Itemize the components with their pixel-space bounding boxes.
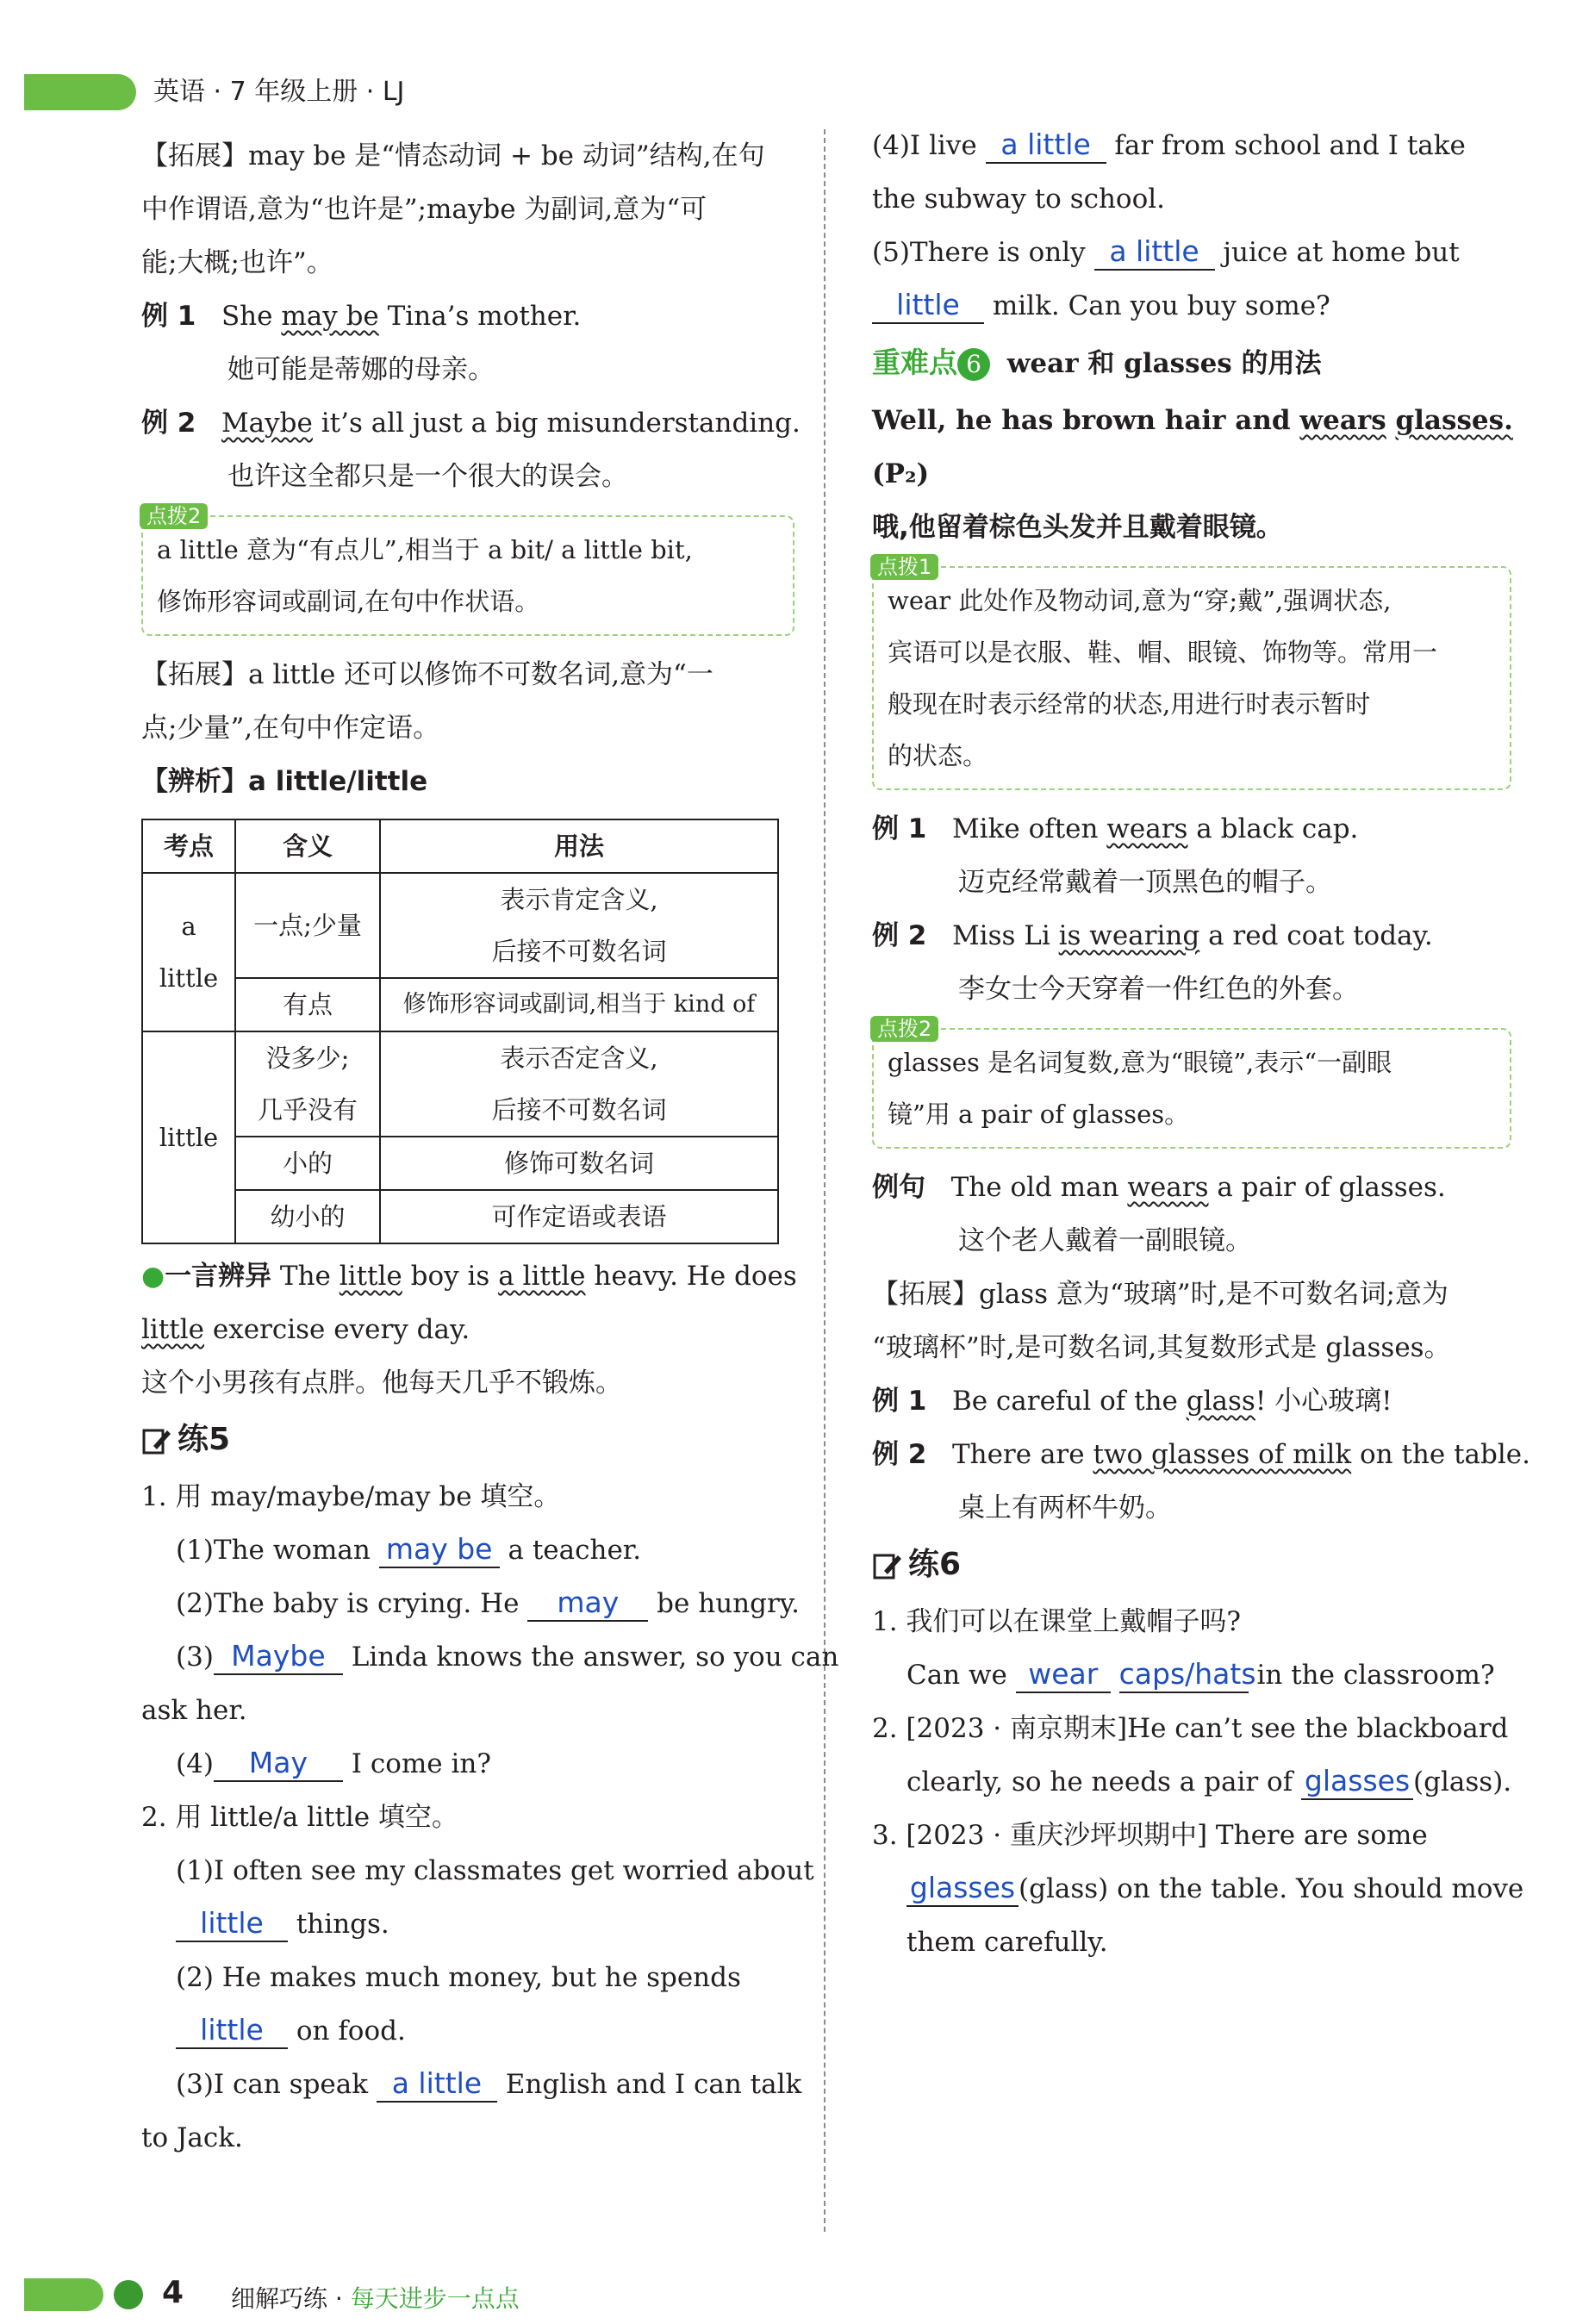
cell-line: 表示肯定含义,	[500, 885, 658, 914]
table-cell	[235, 1031, 380, 1137]
table-cell: 可作定语或表语	[380, 1190, 778, 1243]
keyword: is wearing	[1058, 920, 1200, 951]
footer-dot	[114, 2280, 143, 2309]
example-sentence-zh: 这个老人戴着一副眼镜。	[958, 1225, 1252, 1256]
tip-tag: 点拨2	[870, 1016, 938, 1042]
answer-blank: little	[872, 288, 984, 324]
example-label: 例 1	[872, 813, 927, 844]
header-subject: 英语 · 7 年级上册 · LJ	[153, 77, 405, 107]
answer-blank: may	[527, 1586, 648, 1622]
key-point-title: wear 和 glasses 的用法	[1006, 348, 1322, 379]
text: exercise every day.	[204, 1314, 470, 1345]
question-2-3	[141, 2058, 802, 2111]
example-1-zh: 她可能是蒂娜的母亲。	[227, 354, 495, 385]
table-header: 含义	[235, 819, 380, 873]
question-2-5	[872, 226, 1511, 279]
keyword: wears	[1299, 405, 1386, 436]
example-w1	[872, 802, 1511, 856]
table-cell: 小的	[235, 1137, 380, 1190]
question-1-4	[141, 1737, 794, 1791]
practice-6-q2-cont	[872, 1755, 1511, 1809]
answer-blank: caps/hats	[1119, 1657, 1249, 1693]
answer-blank: a little	[377, 2066, 497, 2103]
text: (glass) on the table. You should move	[1019, 1873, 1524, 1904]
text: Miss Li	[951, 920, 1059, 951]
tip-tag: 点拨2	[140, 503, 208, 529]
table-cell: 幼小的	[235, 1190, 380, 1243]
cell-line: 表示否定含义,	[500, 1044, 658, 1073]
tip-line: 修饰形容词或副词,在句中作状语。	[157, 587, 540, 616]
text: (3)I can speak	[176, 2069, 377, 2100]
header-bar	[24, 74, 136, 110]
table-cell	[380, 873, 778, 978]
tip-line: a little 意为“有点儿”,相当于 a bit/ a little bit,	[157, 535, 693, 564]
tip-box-1	[872, 555, 1511, 790]
yiyan-line1	[141, 1249, 797, 1303]
practice-6-q3-end: them carefully.	[906, 1927, 1108, 1958]
text: Mike often	[951, 813, 1107, 844]
ext2-line2: 点;少量”,在句中作定语。	[141, 713, 440, 744]
keyword: a little	[498, 1261, 586, 1292]
example-label: 例 1	[141, 301, 196, 332]
text: juice at home but	[1214, 237, 1460, 268]
practice-6-q3: 3. [2023 · 重庆沙坪坝期中] There are some	[872, 1820, 1428, 1851]
text: be hungry.	[648, 1588, 801, 1619]
example-sentence	[872, 1161, 1511, 1214]
practice-5-title	[141, 1410, 794, 1470]
yiyan-line2	[141, 1303, 794, 1356]
right-column	[872, 119, 1530, 1969]
ext1-line3: 能;大概;也许”。	[141, 247, 333, 278]
question-2-2: (2) He makes much money, but he spends	[176, 1962, 741, 1993]
text: a teacher.	[499, 1535, 642, 1566]
answer-blank: a little	[1094, 234, 1215, 271]
example-w2	[872, 909, 1511, 963]
keyword: may be	[281, 301, 379, 332]
key-sentence	[872, 394, 1511, 447]
tip-line: glasses 是名词复数,意为“眼镜”,表示“一副眼	[888, 1048, 1392, 1077]
text: I come in?	[342, 1748, 491, 1779]
left-column	[141, 129, 839, 2165]
tip-line: 的状态。	[888, 741, 988, 770]
cell-line: 几乎没有	[257, 1095, 358, 1125]
table-header: 考点	[142, 819, 235, 873]
example-2-zh: 也许这全都只是一个很大的误会。	[227, 461, 628, 492]
answer-blank: glasses	[1301, 1764, 1413, 1800]
text: (3)	[176, 1642, 214, 1673]
answer-blank: little	[176, 2013, 288, 2049]
tip-box-2-right	[872, 1017, 1511, 1149]
tip-tag: 点拨1	[870, 554, 938, 580]
keyword: two glasses of milk	[1093, 1439, 1352, 1470]
answer-blank: wear	[1016, 1657, 1111, 1693]
practice-6-q2: 2. [2023 · 南京期末]He can’t see the blackboard	[872, 1713, 1509, 1744]
key-point-label: 重难点	[872, 346, 957, 379]
question-2: 2. 用 little/a little 填空。	[141, 1802, 458, 1833]
question-1-3-cont: ask her.	[141, 1695, 247, 1726]
tip-line: 宾语可以是衣服、鞋、帽、眼镜、饰物等。常用一	[888, 638, 1438, 667]
ext2-line1: 【拓展】a little 还可以修饰不可数名词,意为“一	[141, 659, 713, 690]
yiyan-label: 一言辨异	[165, 1261, 272, 1292]
keyword: wears	[1106, 813, 1188, 844]
question-2-4-cont: the subway to school.	[872, 184, 1166, 215]
text: milk. Can you buy some?	[984, 290, 1330, 321]
analysis-title: 【辨析】a little/little	[141, 766, 428, 797]
answer-blank: a little	[986, 128, 1106, 164]
keyword: glasses.	[1395, 405, 1513, 436]
question-1-3	[141, 1630, 839, 1684]
text: She	[221, 301, 282, 332]
text: (4)I live	[872, 130, 986, 161]
text: There are	[951, 1439, 1093, 1470]
text: a red coat today.	[1199, 920, 1433, 951]
keyword: Maybe	[221, 408, 313, 439]
table-cell: 有点	[235, 978, 380, 1031]
ext1-line1: 【拓展】may be 是“情态动词 + be 动词”结构,在句	[141, 140, 765, 171]
text: (1)The woman	[176, 1535, 379, 1566]
tip-line: 般现在时表示经常的状态,用进行时表示暂时	[888, 689, 1371, 719]
text: (5)There is only	[872, 237, 1094, 268]
answer-blank: May	[214, 1746, 343, 1782]
bulb-icon: ●	[141, 1261, 165, 1292]
practice-label: 练5	[178, 1422, 231, 1457]
example-label: 例 2	[872, 1439, 927, 1470]
practice-label: 练6	[908, 1547, 962, 1582]
practice-6-q1: 1. 我们可以在课堂上戴帽子吗?	[872, 1606, 1242, 1637]
text: English and I can talk	[496, 2069, 802, 2100]
key-point-heading	[872, 333, 1511, 394]
tip-line: wear 此处作及物动词,意为“穿;戴”,强调状态,	[888, 586, 1392, 615]
text: it’s all just a big misunderstanding.	[312, 408, 801, 439]
text: Linda knows the answer, so you can	[342, 1642, 839, 1673]
table-cell: 修饰形容词或副词,相当于 kind of	[380, 978, 778, 1031]
text: Can we	[906, 1660, 1016, 1691]
ext1-line2: 中作谓语,意为“也许是”;maybe 为副词,意为“可	[141, 194, 707, 225]
practice-6-q1-answer	[872, 1648, 1511, 1702]
table-cell: 修饰可数名词	[380, 1137, 778, 1190]
example-g2	[872, 1428, 1530, 1481]
table-cell: a little	[142, 873, 235, 1031]
text: (4)	[176, 1748, 214, 1779]
text: boy is	[402, 1261, 499, 1292]
yiyan-zh: 这个小男孩有点胖。他每天几乎不锻炼。	[141, 1368, 622, 1399]
answer-blank: may be	[379, 1532, 500, 1568]
page-number: 4	[162, 2275, 184, 2310]
keyword: wears	[1127, 1172, 1209, 1203]
practice-6-title	[872, 1535, 1511, 1595]
text: (glass).	[1413, 1766, 1512, 1798]
question-1-1	[141, 1523, 794, 1577]
table-cell: little	[142, 1031, 235, 1243]
text: Well, he has brown hair and	[872, 405, 1300, 436]
ext-line1: 【拓展】glass 意为“玻璃”时,是不可数名词;意为	[872, 1279, 1449, 1310]
text: heavy. He does	[585, 1261, 797, 1292]
text: things.	[288, 1909, 389, 1940]
footer-title	[231, 2280, 520, 2315]
example-label: 例 1	[872, 1386, 927, 1417]
text: in the classroom?	[1248, 1660, 1495, 1691]
example-g2-zh: 桌上有两杯牛奶。	[958, 1492, 1172, 1523]
example-w2-zh: 李女士今天穿着一件红色的外套。	[958, 974, 1359, 1005]
key-point-number: 6	[957, 348, 990, 381]
answer-blank: little	[176, 1906, 288, 1942]
footer-bar	[24, 2278, 103, 2311]
table-cell: 一点;少量	[235, 873, 380, 978]
cell-line: 后接不可数名词	[491, 937, 667, 966]
footer-book: 细解巧练 ·	[231, 2284, 351, 2313]
text: The old man	[950, 1172, 1128, 1203]
text: a black cap.	[1187, 813, 1359, 844]
keyword: glass	[1186, 1386, 1255, 1417]
text: The	[271, 1261, 340, 1292]
example-1	[141, 290, 794, 343]
example-label: 例句	[872, 1172, 925, 1203]
ext-line2: “玻璃杯”时,是可数名词,其复数形式是 glasses。	[872, 1332, 1451, 1363]
text: (2)The baby is crying. He	[176, 1588, 528, 1619]
text: clearly, so he needs a pair of	[906, 1766, 1302, 1798]
text: far from school and I take	[1106, 130, 1466, 161]
column-divider	[824, 129, 825, 2232]
example-label: 例 2	[141, 408, 196, 439]
text: ! 小心玻璃!	[1255, 1386, 1392, 1417]
key-sentence-zh: 哦,他留着棕色头发并且戴着眼镜。	[872, 512, 1283, 543]
text: on the table.	[1351, 1439, 1530, 1470]
keyword: little	[339, 1261, 402, 1292]
example-g1	[872, 1374, 1511, 1428]
question-1: 1. 用 may/maybe/may be 填空。	[141, 1481, 561, 1512]
table-header: 用法	[380, 819, 778, 873]
practice-6-q3-cont	[872, 1862, 1524, 1916]
text: a pair of glasses.	[1208, 1172, 1446, 1203]
question-2-1: (1)I often see my classmates get worried about	[176, 1855, 814, 1886]
question-2-2-cont	[141, 2004, 794, 2058]
example-2	[141, 396, 801, 450]
cell-line: 后接不可数名词	[491, 1095, 667, 1125]
example-label: 例 2	[872, 920, 927, 951]
table-cell	[380, 1031, 778, 1137]
text: Tina’s mother.	[378, 301, 582, 332]
question-2-3-cont: to Jack.	[141, 2122, 243, 2153]
key-sentence-page: (P₂)	[872, 458, 930, 489]
footer-slogan: 每天进步一点点	[350, 2284, 520, 2313]
example-w1-zh: 迈克经常戴着一顶黑色的帽子。	[958, 867, 1332, 898]
question-2-5-cont	[872, 279, 1511, 333]
text: Be careful of the	[951, 1386, 1187, 1417]
answer-blank: glasses	[906, 1871, 1019, 1907]
question-2-4	[872, 119, 1511, 172]
comparison-table	[141, 819, 779, 1244]
tip-line: 镜”用 a pair of glasses。	[888, 1100, 1190, 1129]
cell-line: 没多少;	[265, 1044, 350, 1073]
answer-blank: Maybe	[214, 1639, 343, 1675]
pen-icon	[872, 1550, 903, 1581]
keyword: little	[141, 1314, 205, 1345]
pen-icon	[141, 1425, 172, 1456]
text: on food.	[288, 2016, 406, 2047]
question-1-2	[141, 1577, 801, 1630]
tip-box-2	[141, 504, 794, 636]
question-2-1-cont	[141, 1897, 794, 1951]
